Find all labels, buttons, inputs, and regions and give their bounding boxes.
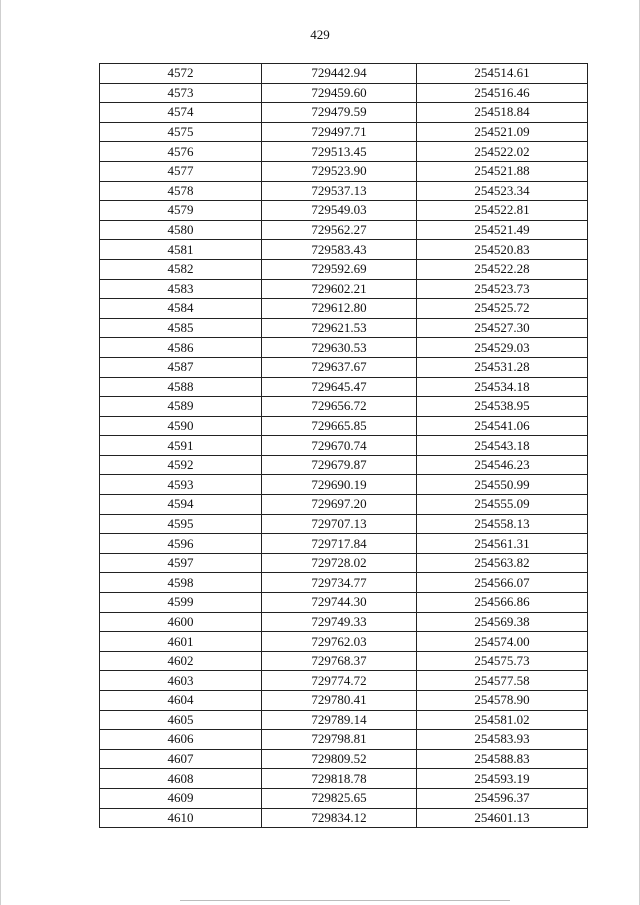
point-number-cell: 4608 [100, 769, 262, 789]
point-number-cell: 4595 [100, 514, 262, 534]
table-row [100, 749, 588, 769]
x-coordinate-cell: 729656.72 [262, 397, 417, 417]
table-row [100, 632, 588, 652]
y-coordinate-cell: 254529.03 [417, 338, 588, 358]
coordinates-table-body [100, 64, 588, 828]
table-row [100, 64, 588, 84]
point-number-cell: 4604 [100, 691, 262, 711]
x-coordinate-cell: 729459.60 [262, 83, 417, 103]
y-coordinate-cell: 254531.28 [417, 357, 588, 377]
point-number-cell: 4579 [100, 201, 262, 221]
x-coordinate-cell: 729665.85 [262, 416, 417, 436]
y-coordinate-cell: 254577.58 [417, 671, 588, 691]
table-row [100, 357, 588, 377]
y-coordinate-cell: 254588.83 [417, 749, 588, 769]
x-coordinate-cell: 729734.77 [262, 573, 417, 593]
point-number-cell: 4578 [100, 181, 262, 201]
coordinates-table [99, 63, 588, 828]
table-row [100, 573, 588, 593]
y-coordinate-cell: 254534.18 [417, 377, 588, 397]
y-coordinate-cell: 254522.28 [417, 259, 588, 279]
x-coordinate-cell: 729621.53 [262, 318, 417, 338]
x-coordinate-cell: 729670.74 [262, 436, 417, 456]
y-coordinate-cell: 254514.61 [417, 64, 588, 84]
table-row [100, 416, 588, 436]
y-coordinate-cell: 254521.09 [417, 122, 588, 142]
table-row [100, 338, 588, 358]
table-row [100, 318, 588, 338]
table-row [100, 259, 588, 279]
point-number-cell: 4589 [100, 397, 262, 417]
y-coordinate-cell: 254575.73 [417, 651, 588, 671]
y-coordinate-cell: 254525.72 [417, 299, 588, 319]
x-coordinate-cell: 729697.20 [262, 495, 417, 515]
x-coordinate-cell: 729523.90 [262, 161, 417, 181]
point-number-cell: 4592 [100, 455, 262, 475]
y-coordinate-cell: 254574.00 [417, 632, 588, 652]
y-coordinate-cell: 254566.07 [417, 573, 588, 593]
point-number-cell: 4586 [100, 338, 262, 358]
point-number-cell: 4572 [100, 64, 262, 84]
x-coordinate-cell: 729513.45 [262, 142, 417, 162]
table-row [100, 161, 588, 181]
point-number-cell: 4574 [100, 103, 262, 123]
y-coordinate-cell: 254550.99 [417, 475, 588, 495]
point-number-cell: 4603 [100, 671, 262, 691]
x-coordinate-cell: 729612.80 [262, 299, 417, 319]
x-coordinate-cell: 729583.43 [262, 240, 417, 260]
x-coordinate-cell: 729728.02 [262, 553, 417, 573]
point-number-cell: 4606 [100, 730, 262, 750]
point-number-cell: 4598 [100, 573, 262, 593]
y-coordinate-cell: 254523.73 [417, 279, 588, 299]
table-row [100, 553, 588, 573]
x-coordinate-cell: 729762.03 [262, 632, 417, 652]
x-coordinate-cell: 729537.13 [262, 181, 417, 201]
x-coordinate-cell: 729690.19 [262, 475, 417, 495]
table-row [100, 377, 588, 397]
table-row [100, 612, 588, 632]
table-row [100, 83, 588, 103]
point-number-cell: 4585 [100, 318, 262, 338]
table-row [100, 455, 588, 475]
y-coordinate-cell: 254527.30 [417, 318, 588, 338]
x-coordinate-cell: 729707.13 [262, 514, 417, 534]
x-coordinate-cell: 729744.30 [262, 593, 417, 613]
page-edge-left [0, 0, 1, 905]
table-row [100, 299, 588, 319]
point-number-cell: 4602 [100, 651, 262, 671]
table-row [100, 671, 588, 691]
y-coordinate-cell: 254566.86 [417, 593, 588, 613]
table-row [100, 651, 588, 671]
table-row [100, 220, 588, 240]
point-number-cell: 4601 [100, 632, 262, 652]
y-coordinate-cell: 254593.19 [417, 769, 588, 789]
table-row [100, 201, 588, 221]
x-coordinate-cell: 729479.59 [262, 103, 417, 123]
table-row [100, 593, 588, 613]
point-number-cell: 4609 [100, 788, 262, 808]
y-coordinate-cell: 254521.49 [417, 220, 588, 240]
x-coordinate-cell: 729825.65 [262, 788, 417, 808]
y-coordinate-cell: 254522.81 [417, 201, 588, 221]
table-row [100, 691, 588, 711]
y-coordinate-cell: 254583.93 [417, 730, 588, 750]
x-coordinate-cell: 729592.69 [262, 259, 417, 279]
point-number-cell: 4581 [100, 240, 262, 260]
y-coordinate-cell: 254543.18 [417, 436, 588, 456]
point-number-cell: 4582 [100, 259, 262, 279]
x-coordinate-cell: 729679.87 [262, 455, 417, 475]
table-row [100, 514, 588, 534]
x-coordinate-cell: 729780.41 [262, 691, 417, 711]
point-number-cell: 4605 [100, 710, 262, 730]
x-coordinate-cell: 729602.21 [262, 279, 417, 299]
y-coordinate-cell: 254518.84 [417, 103, 588, 123]
x-coordinate-cell: 729834.12 [262, 808, 417, 828]
table-row [100, 495, 588, 515]
point-number-cell: 4588 [100, 377, 262, 397]
y-coordinate-cell: 254561.31 [417, 534, 588, 554]
x-coordinate-cell: 729630.53 [262, 338, 417, 358]
table-row [100, 181, 588, 201]
x-coordinate-cell: 729645.47 [262, 377, 417, 397]
table-row [100, 142, 588, 162]
y-coordinate-cell: 254601.13 [417, 808, 588, 828]
table-row [100, 240, 588, 260]
y-coordinate-cell: 254581.02 [417, 710, 588, 730]
point-number-cell: 4610 [100, 808, 262, 828]
table-row [100, 122, 588, 142]
y-coordinate-cell: 254578.90 [417, 691, 588, 711]
point-number-cell: 4580 [100, 220, 262, 240]
table-row [100, 730, 588, 750]
x-coordinate-cell: 729717.84 [262, 534, 417, 554]
x-coordinate-cell: 729497.71 [262, 122, 417, 142]
x-coordinate-cell: 729789.14 [262, 710, 417, 730]
y-coordinate-cell: 254520.83 [417, 240, 588, 260]
y-coordinate-cell: 254523.34 [417, 181, 588, 201]
point-number-cell: 4573 [100, 83, 262, 103]
x-coordinate-cell: 729749.33 [262, 612, 417, 632]
y-coordinate-cell: 254569.38 [417, 612, 588, 632]
y-coordinate-cell: 254541.06 [417, 416, 588, 436]
y-coordinate-cell: 254596.37 [417, 788, 588, 808]
point-number-cell: 4593 [100, 475, 262, 495]
y-coordinate-cell: 254546.23 [417, 455, 588, 475]
point-number-cell: 4597 [100, 553, 262, 573]
table-row [100, 475, 588, 495]
x-coordinate-cell: 729549.03 [262, 201, 417, 221]
table-row [100, 436, 588, 456]
page-number: 429 [310, 27, 330, 42]
point-number-cell: 4591 [100, 436, 262, 456]
point-number-cell: 4576 [100, 142, 262, 162]
x-coordinate-cell: 729809.52 [262, 749, 417, 769]
y-coordinate-cell: 254558.13 [417, 514, 588, 534]
point-number-cell: 4587 [100, 357, 262, 377]
x-coordinate-cell: 729774.72 [262, 671, 417, 691]
y-coordinate-cell: 254522.02 [417, 142, 588, 162]
x-coordinate-cell: 729818.78 [262, 769, 417, 789]
table-row [100, 279, 588, 299]
table-row [100, 769, 588, 789]
table-row [100, 710, 588, 730]
bottom-divider [180, 900, 510, 901]
x-coordinate-cell: 729442.94 [262, 64, 417, 84]
point-number-cell: 4607 [100, 749, 262, 769]
point-number-cell: 4584 [100, 299, 262, 319]
x-coordinate-cell: 729562.27 [262, 220, 417, 240]
table-row [100, 808, 588, 828]
x-coordinate-cell: 729637.67 [262, 357, 417, 377]
y-coordinate-cell: 254563.82 [417, 553, 588, 573]
point-number-cell: 4596 [100, 534, 262, 554]
table-row [100, 788, 588, 808]
point-number-cell: 4577 [100, 161, 262, 181]
x-coordinate-cell: 729768.37 [262, 651, 417, 671]
y-coordinate-cell: 254516.46 [417, 83, 588, 103]
point-number-cell: 4590 [100, 416, 262, 436]
y-coordinate-cell: 254538.95 [417, 397, 588, 417]
x-coordinate-cell: 729798.81 [262, 730, 417, 750]
point-number-cell: 4583 [100, 279, 262, 299]
point-number-cell: 4599 [100, 593, 262, 613]
table-row [100, 397, 588, 417]
point-number-cell: 4575 [100, 122, 262, 142]
point-number-cell: 4594 [100, 495, 262, 515]
point-number-cell: 4600 [100, 612, 262, 632]
y-coordinate-cell: 254521.88 [417, 161, 588, 181]
table-row [100, 103, 588, 123]
table-row [100, 534, 588, 554]
y-coordinate-cell: 254555.09 [417, 495, 588, 515]
